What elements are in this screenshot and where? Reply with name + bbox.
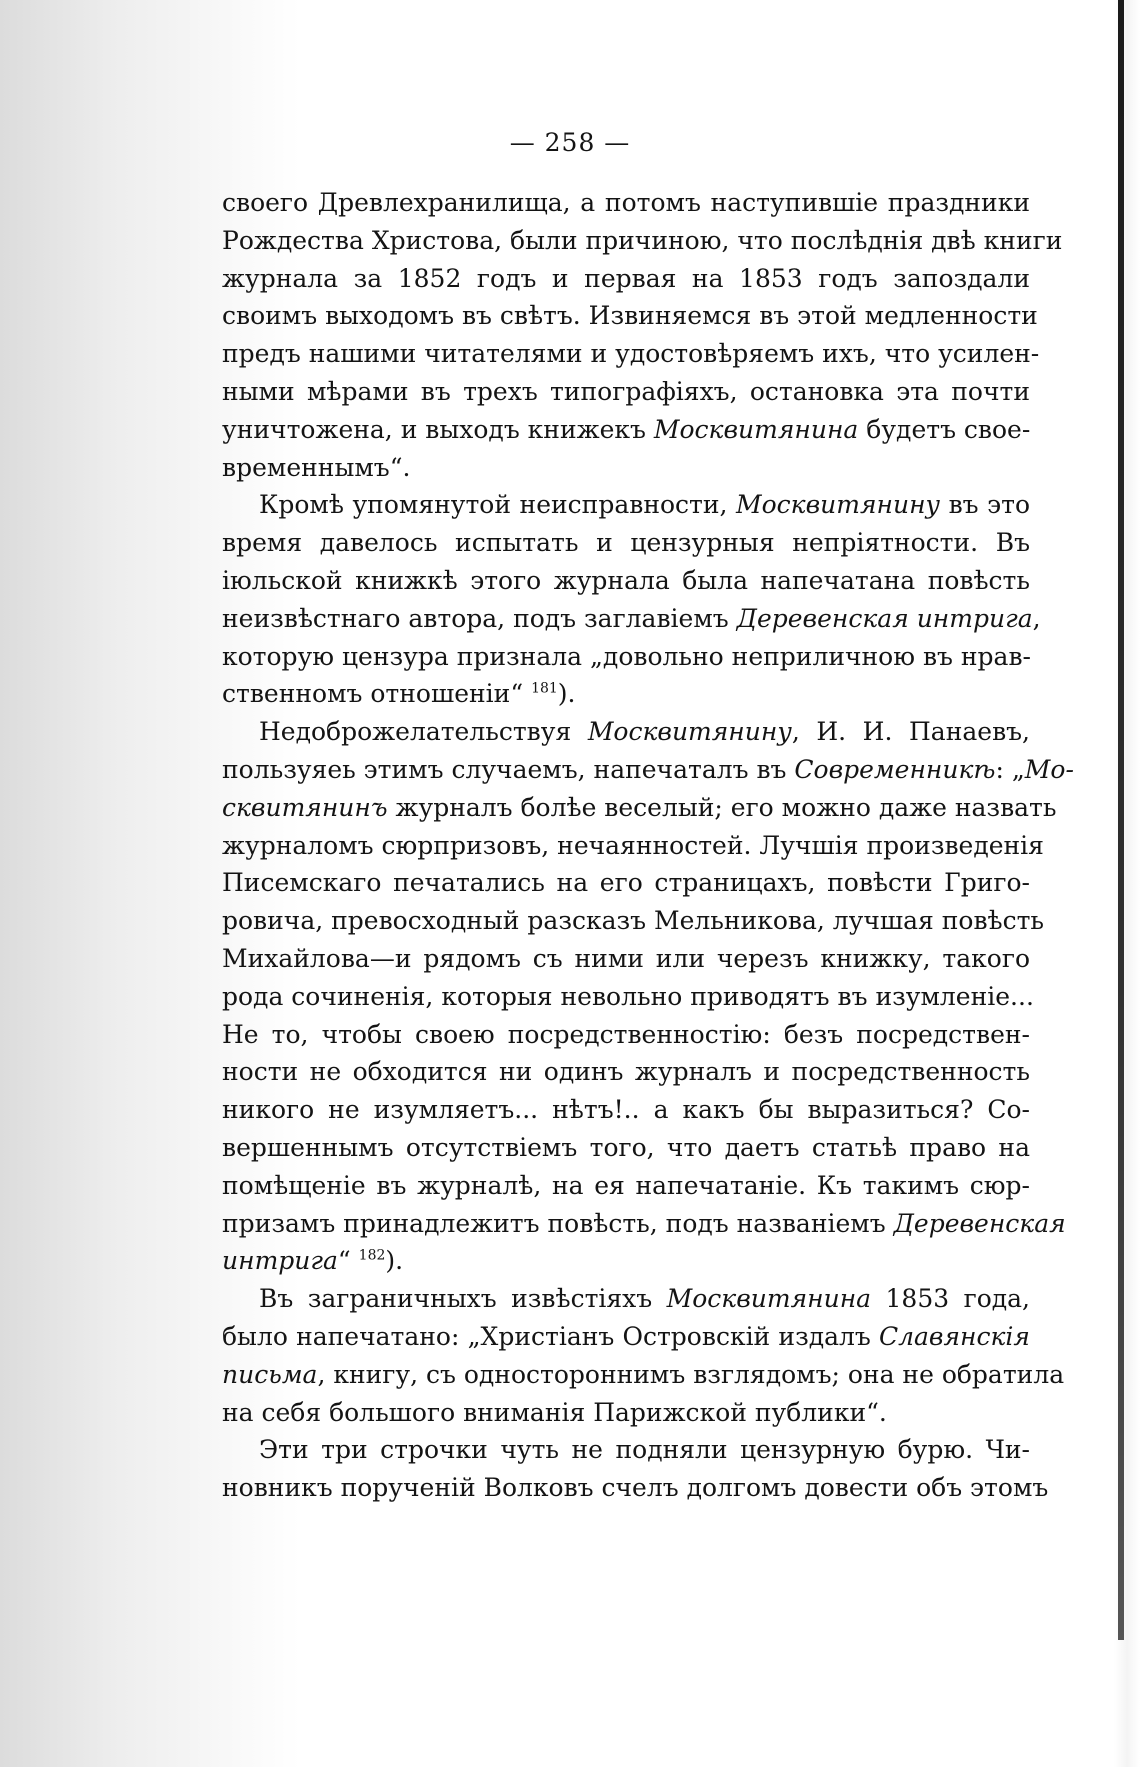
text-line: неизвѣстнаго автора, подъ заглавіемъ Деревенская интрига, bbox=[222, 603, 1041, 633]
text-line: Недоброжелательствуя Москвитянину, И. И. Панаевъ, bbox=[259, 717, 1030, 747]
text-line: письма, книгу, съ одностороннимъ взглядомъ; она не обратила bbox=[222, 1359, 1065, 1389]
text-line: уничтожена, и выходъ книжекъ Москвитянина будетъ свое- bbox=[222, 414, 1031, 444]
text-line: Эти три строчки чуть не подняли цензурную бурю. Чи- bbox=[259, 1435, 1030, 1465]
text-line: вершеннымъ отсутствіемъ того, что даетъ статьѣ право на bbox=[222, 1132, 1030, 1162]
text-line: которую цензура признала „довольно неприличною въ нрав- bbox=[222, 641, 1031, 671]
text-line: ными мѣрами въ трехъ типографіяхъ, остановка эта почти bbox=[222, 376, 1030, 406]
text-line: ности не обходится ни одинъ журналъ и посредственность bbox=[222, 1057, 1030, 1087]
text-line: Въ заграничныхъ извѣстіяхъ Москвитянина 1853 года, bbox=[259, 1284, 1030, 1314]
text-line: пользуяеь этимъ случаемъ, напечаталъ въ Современникѣ: „Мо- bbox=[222, 754, 1074, 784]
binding-rule bbox=[1118, 0, 1124, 1640]
text-line: своимъ выходомъ въ свѣтъ. Извиняемся въ этой медленности bbox=[222, 301, 1038, 331]
text-line: интрига“ $^{182}$). bbox=[222, 1246, 404, 1276]
text-line: время давелось испытать и цензурныя непріятности. Въ bbox=[222, 528, 1030, 558]
body-text bbox=[222, 184, 1074, 1507]
text-line: рода сочиненія, которыя невольно приводятъ въ изумленіе... bbox=[222, 981, 1034, 1011]
footnote-ref: 182 bbox=[358, 1247, 386, 1264]
text-line: сквитянинъ журналъ болѣе веселый; его можно даже назвать bbox=[222, 792, 1057, 822]
text-line: на себя большого вниманія Парижской публики“. bbox=[222, 1397, 887, 1427]
text-line: Кромѣ упомянутой неисправности, Москвитянину въ это bbox=[259, 490, 1031, 520]
text-line: призамъ принадлежитъ повѣсть, подъ названіемъ Деревенская bbox=[222, 1208, 1066, 1238]
text-line: Не то, чтобы своею посредственностію: безъ посредствен- bbox=[222, 1019, 1030, 1049]
text-line: помѣщеніе въ журналѣ, на ея напечатаніе. Къ такимъ сюр- bbox=[222, 1170, 1030, 1200]
text-line: своего Древлехранилища, а потомъ наступившіе праздники bbox=[222, 188, 1030, 217]
text-line: временнымъ“. bbox=[222, 452, 411, 482]
text-line: предъ нашими читателями и удостовѣряемъ ихъ, что усилен- bbox=[222, 339, 1040, 369]
text-line: ственномъ отношеніи“ $^{181}$). bbox=[222, 679, 576, 709]
text-line: ровича, превосходный разсказъ Мельникова, лучшая повѣсть bbox=[222, 906, 1045, 936]
text-line: Писемскаго печатались на его страницахъ, повѣсти Григо- bbox=[222, 868, 1030, 898]
text-line: новникъ порученій Волковъ счелъ долгомъ довести объ этомъ bbox=[222, 1473, 1049, 1503]
text-line: журнала за 1852 годъ и первая на 1853 годъ запоздали bbox=[222, 263, 1030, 293]
text-line: было напечатано: „Христіанъ Островскій издалъ Славянскія bbox=[222, 1321, 1030, 1351]
footnote-ref: 181 bbox=[531, 681, 558, 698]
text-line: журналомъ сюрпризовъ, нечаянностей. Лучшія произведенія bbox=[222, 830, 1044, 860]
text-line: іюльской книжкѣ этого журнала была напечатана повѣсть bbox=[222, 565, 1030, 595]
text-line: Рождества Христова, были причиною, что послѣднія двѣ книги bbox=[222, 225, 1063, 255]
text-line: Михайлова—и рядомъ съ ними или черезъ книжку, такого bbox=[222, 943, 1030, 973]
text-line: никого не изумляетъ... нѣтъ!.. а какъ бы выразиться? Со- bbox=[222, 1095, 1030, 1125]
page-number: — 258 — bbox=[509, 128, 631, 157]
